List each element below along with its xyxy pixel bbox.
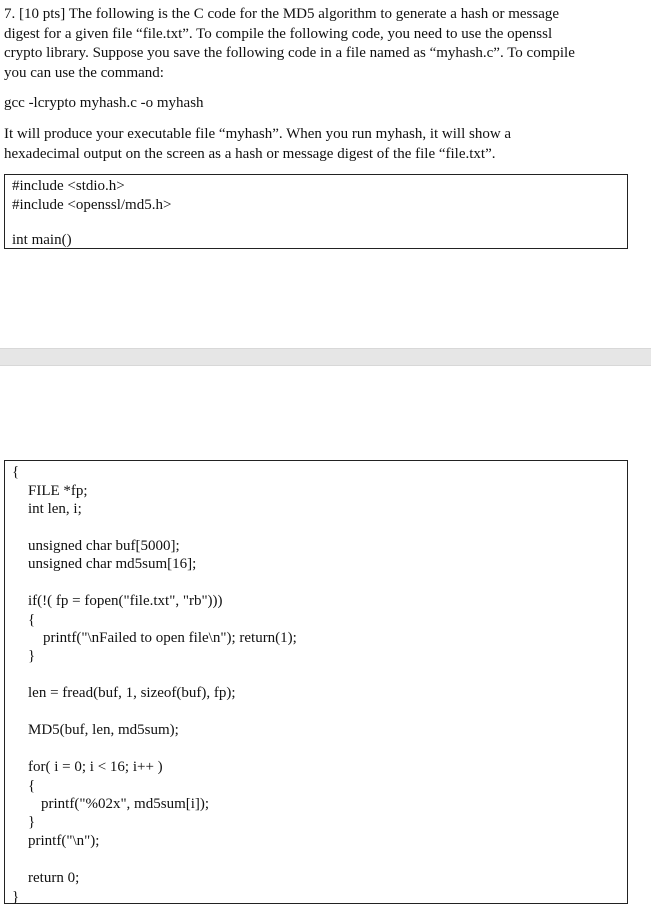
code-line: printf("\n"); xyxy=(28,833,100,849)
question-intro xyxy=(4,5,634,83)
code-line: { xyxy=(28,612,36,628)
code-box-top xyxy=(4,174,628,249)
text-line: digest for a given file “file.txt”. To compile the following code, you need to use the openssl xyxy=(4,25,553,42)
code-line: printf("\nFailed to open file\n"); return(1); xyxy=(43,630,297,646)
code-line: len = fread(buf, 1, sizeof(buf), fp); xyxy=(28,685,236,701)
code-line: { xyxy=(28,778,36,794)
code-line: if(!( fp = fopen("file.txt", "rb"))) xyxy=(28,593,223,609)
code-line: MD5(buf, len, md5sum); xyxy=(28,722,179,738)
code-line: unsigned char md5sum[16]; xyxy=(28,556,197,572)
text-line: you can use the command: xyxy=(4,64,164,81)
page-break-band xyxy=(0,348,651,366)
code-line: FILE *fp; xyxy=(28,483,88,499)
code-line: } xyxy=(28,648,36,664)
code-box-body xyxy=(4,460,628,904)
compile-command: gcc -lcrypto myhash.c -o myhash xyxy=(4,95,204,111)
code-line: #include <openssl/md5.h> xyxy=(12,197,172,213)
code-line: unsigned char buf[5000]; xyxy=(28,538,180,554)
text-line: It will produce your executable file “myhash”. When you run myhash, it will show a xyxy=(4,126,512,142)
code-line: int len, i; xyxy=(28,501,82,517)
code-line: int main() xyxy=(12,232,72,248)
code-line: printf("%02x", md5sum[i]); xyxy=(41,796,210,812)
code-line: { xyxy=(12,464,20,480)
code-line: } xyxy=(28,814,36,830)
text-line: hexadecimal output on the screen as a hash or message digest of the file “file.txt”. xyxy=(4,145,496,162)
code-line: #include <stdio.h> xyxy=(12,178,125,194)
question-output-desc xyxy=(4,125,634,164)
code-line: return 0; xyxy=(28,870,80,886)
text-line: crypto library. Suppose you save the following code in a file named as “myhash.c”. To compile xyxy=(4,45,575,61)
text-line: 7. [10 pts] The following is the C code for the MD5 algorithm to generate a hash or message xyxy=(4,6,560,22)
code-line: } xyxy=(12,889,20,905)
code-line: for( i = 0; i < 16; i++ ) xyxy=(28,759,163,775)
